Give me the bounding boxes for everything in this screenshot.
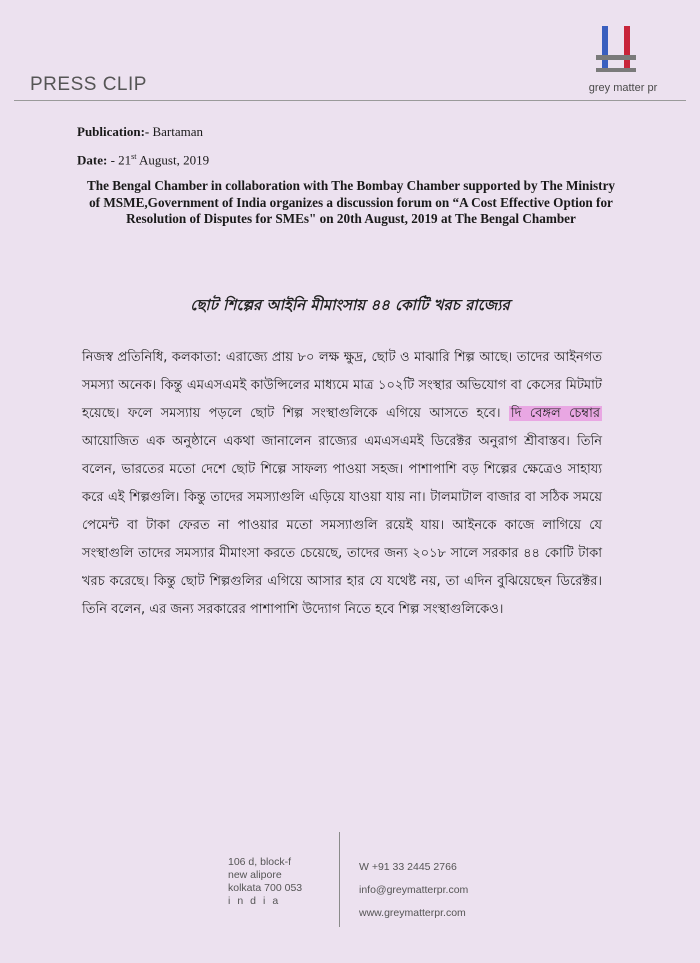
address-line-4: india — [228, 895, 286, 907]
press-clip-label: PRESS CLIP — [30, 74, 147, 95]
footer-contact — [359, 856, 539, 925]
publication-line — [77, 124, 203, 140]
address-line-2: new alipore — [228, 869, 282, 881]
headline-english: The Bengal Chamber in collaboration with The Bombay Chamber supported by The Ministry of MSME,Government of India organizes a discussion forum on “A Cost Effective Option for Resolution of Disputes for SMEs" on 20th August, 2019 at The Bengal Chamber — [86, 178, 616, 226]
brand-name: grey matter pr — [588, 82, 658, 94]
footer-email[interactable]: info@greymatterpr.com — [359, 884, 469, 896]
highlighted-phrase: দি বেঙ্গল চেম্বার — [510, 406, 601, 421]
header-divider — [14, 100, 686, 101]
date-label: Date: — [77, 152, 108, 168]
date-line — [77, 152, 209, 168]
article-body — [82, 344, 602, 624]
article-part-1: নিজস্ব প্রতিনিধি, কলকাতা: এরাজ্যে প্রায় ৮০ লক্ষ ক্ষুদ্র, ছোট ও মাঝারি শিল্প আছে। তাদের আইনগত সমস্যা অনেক। কিন্তু এমএসএমই কাউন্সিলের মাধ্যমে মাত্র ১০২টি সংস্থার অভিযোগ বা কেসের মিটমাট হয়েছে। ফলে সমস্যায় পড়লে ছোট শিল্প সংস্থাগুলিকে এগিয়ে আসতে হবে। — [82, 350, 602, 421]
logo-bars-icon — [592, 22, 642, 80]
article-part-2: আয়োজিত এক অনুষ্ঠানে একথা জানালেন রাজ্যের এমএসএমই ডিরেক্টর অনুরাগ শ্রীবাস্তব। তিনি বলেন, ভারতের মতো দেশে ছোট শিল্পে সাফল্য পাওয়া সহজ। পাশাপাশি বড় শিল্পের ক্ষেত্রেও সাহায্য করে এই শিল্পগুলি। কিন্তু তাদের সমস্যাগুলি এড়িয়ে যাওয়া যায় না। টালমাটাল বাজার বা সঠিক সময়ে পেমেন্ট বা টাকা ফেরত না পাওয়ার মতো সমস্যাগুলি রয়েই যায়। আইনকে কাজে লাগিয়ে যে সংস্থাগুলি তাদের সমস্যার মীমাংসা করতে চেয়েছে, তাদের জন্য ২০১৮ সালে সরকার ৪৪ কোটি টাকা খরচ করেছে। কিন্তু ছোট শিল্পগুলির এগিয়ে আসার হার যে যথেষ্ট নয়, তা এদিন বুঝিয়েছেন ডিরেক্টর। তিনি বলেন, এর জন্য সরকারের পাশাপাশি উদ্যোগ নিতে হবে শিল্প সংস্থাগুলিকেও। — [82, 434, 602, 617]
footer-divider — [339, 832, 340, 927]
date-value-pre: - 21 — [110, 152, 132, 168]
publication-label: Publication:- — [77, 124, 150, 139]
footer-phone: W +91 33 2445 2766 — [359, 861, 457, 873]
address-line-3: kolkata 700 053 — [228, 882, 303, 894]
footer-website[interactable]: www.greymatterpr.com — [359, 907, 466, 919]
publication-value: Bartaman — [152, 124, 204, 139]
headline-bengali: ছোট শিল্পের আইনি মীমাংসায় ৪৪ কোটি খরচ রাজ্যের — [190, 296, 510, 314]
date-value-sup: st — [131, 152, 137, 161]
footer-address — [228, 856, 320, 908]
address-line-1: 106 d, block-f — [228, 856, 292, 868]
brand-logo — [570, 22, 680, 102]
date-value-post: August, 2019 — [136, 152, 210, 168]
